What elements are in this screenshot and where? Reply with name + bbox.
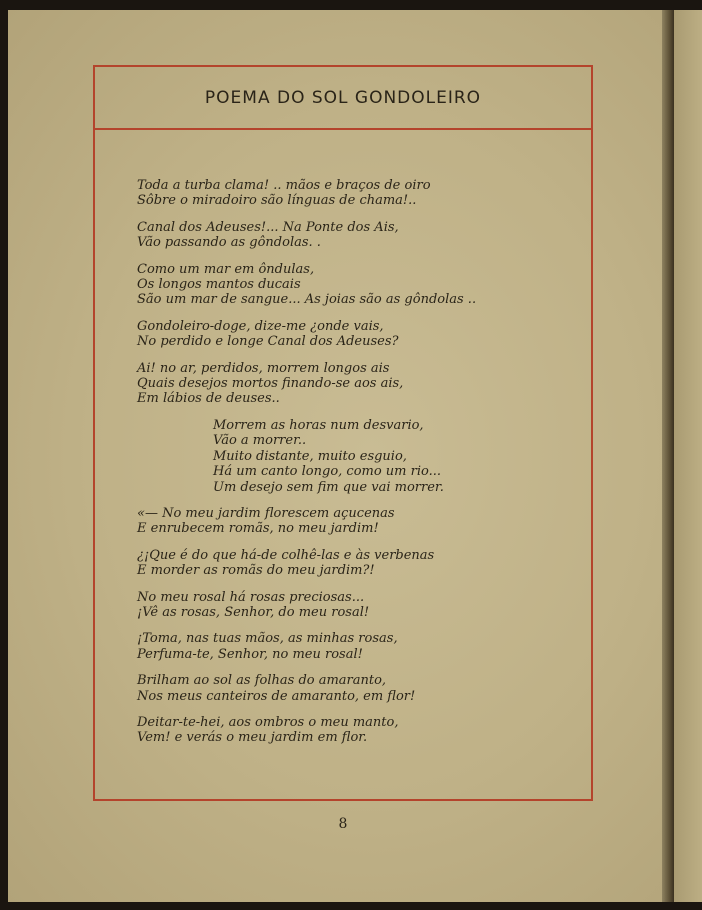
poem-line: Nos meus canteiros de amaranto, em flor! — [137, 688, 416, 704]
poem-line: No perdido e longe Canal dos Adeuses? — [137, 334, 399, 350]
poem-stanza — [137, 361, 577, 407]
poem-line: Canal dos Adeuses!... Na Ponte dos Ais, — [137, 219, 399, 235]
book-gutter — [662, 10, 674, 902]
poem-line: Muito distante, muito esguio, — [213, 448, 407, 464]
poem-line: Os longos mantos ducais — [137, 277, 301, 293]
poem-line: ¿¡Que é do que há-de colhê-las e às verbenas — [137, 547, 435, 563]
poem-stanza — [137, 220, 577, 251]
poem-line: São um mar de sangue... As joias são as gôndolas .. — [137, 292, 477, 308]
poem-stanza — [137, 262, 577, 308]
poem-line: ¡Toma, nas tuas mãos, as minhas rosas, — [137, 631, 398, 647]
poem-line: Sôbre o miradoiro são línguas de chama!.. — [137, 193, 417, 209]
poem-stanza — [137, 631, 577, 662]
poem-line: E morder as romãs do meu jardim?! — [137, 563, 375, 579]
poem-line: Vão a morrer.. — [213, 433, 307, 449]
poem-stanza — [137, 418, 577, 495]
poem-stanza — [137, 548, 577, 579]
poem-line: Vão passando as gôndolas. . — [137, 235, 321, 251]
poem-line: Gondoleiro-doge, dize-me ¿onde vais, — [137, 318, 384, 334]
poem-stanza — [137, 178, 577, 209]
poem-line: Em lábios de deuses.. — [137, 391, 280, 407]
poem-line: Perfuma-te, Senhor, no meu rosal! — [137, 646, 363, 662]
page-number: 8 — [338, 816, 348, 832]
poem-line: Morrem as horas num desvario, — [213, 417, 424, 433]
poem-line: Vem! e verás o meu jardim em flor. — [137, 730, 368, 746]
next-page-edge — [674, 10, 702, 902]
poem-line: ¡Vê as rosas, Senhor, do meu rosal! — [137, 604, 370, 620]
poem-line: E enrubecem romãs, no meu jardim! — [137, 521, 379, 537]
title-divider — [93, 128, 593, 130]
poem-stanza — [137, 590, 577, 621]
poem-stanza — [137, 319, 577, 350]
poem-line: No meu rosal há rosas preciosas... — [137, 589, 365, 605]
poem-line: Quais desejos mortos finando-se aos ais, — [137, 376, 404, 392]
poem-line: Como um mar em ôndulas, — [137, 261, 315, 277]
poem-body — [137, 178, 577, 757]
poem-title: POEMA DO SOL GONDOLEIRO — [204, 88, 482, 108]
poem-stanza — [137, 715, 577, 746]
poem-stanza — [137, 506, 577, 537]
poem-line: Toda a turba clama! .. mãos e braços de oiro — [137, 178, 431, 193]
poem-line: Ai! no ar, perdidos, morrem longos ais — [137, 360, 390, 376]
poem-line: Deitar-te-hei, aos ombros o meu manto, — [137, 714, 399, 730]
poem-line: Há um canto longo, como um rio... — [213, 464, 442, 480]
poem-line: Um desejo sem fim que vai morrer. — [213, 479, 444, 495]
poem-stanza — [137, 673, 577, 704]
poem-line: Brilham ao sol as folhas do amaranto, — [137, 673, 387, 689]
poem-line: «— No meu jardim florescem açucenas — [137, 505, 395, 521]
